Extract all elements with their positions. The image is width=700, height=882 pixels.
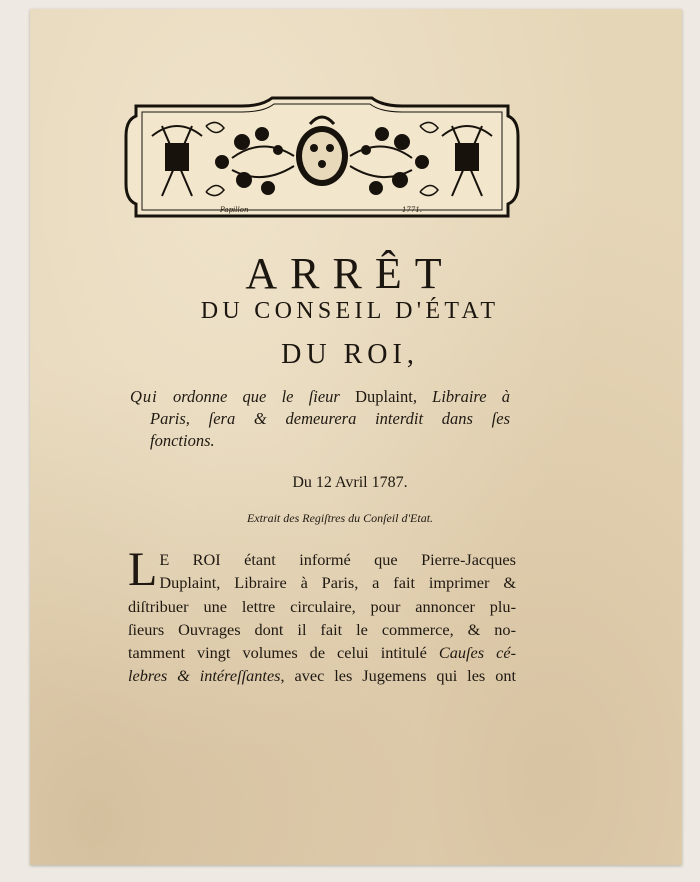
registry-extract-note: Extrait des Regiſtres du Conſeil d'Etat. [246,511,434,525]
body-line: E ROI étant informé que Pierre-Jacques [159,550,516,569]
title-du-roi: DU ROI, [281,339,419,370]
title-arret: ARRÊT [245,249,455,298]
title-conseil: DU CONSEIL D'ÉTAT [200,298,500,324]
summary-line-2: Paris, ſera & demeurera interdit dans ſes [150,409,511,428]
body-line: lebres & intéreſſantes, avec les Jugemens qui les ont [128,666,516,686]
decree-summary [130,386,510,452]
ornamental-headpiece [122,96,522,224]
body-line: Duplaint, Libraire à Paris, a fait imprimer & [159,573,516,593]
decree-date: Du 12 Avril 1787. [292,474,408,491]
summary-line-3: fonctions. [150,431,215,450]
engraver-signature: Papillon [220,206,249,214]
summary-line-1: Qui ordonne que le ſieur Duplaint, Libraire à [130,387,510,406]
body-line: diſtribuer une lettre circulaire, pour annoncer plu- [128,596,516,616]
body-line: tamment vingt volumes de celui intitulé Cauſes cé- [128,643,516,663]
body-text [128,543,516,688]
engraving-date: 1771. [401,206,422,214]
drop-cap: L [128,543,158,596]
body-line: ſieurs Ouvrages dont il fait le commerce, & no- [128,619,516,639]
